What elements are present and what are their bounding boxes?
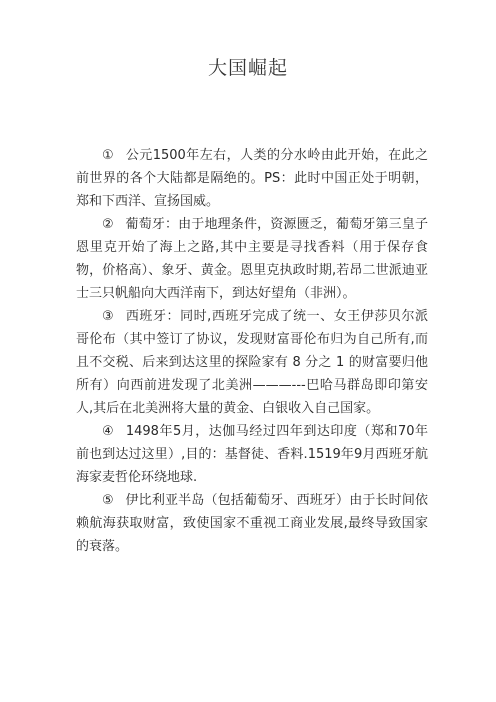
paragraph-text: 伊比利亚半岛（包括葡萄牙、西班牙）由于长时间依赖航海获取财富，致使国家不重视工商业发展,最终导致国家的衰落。 [76, 493, 428, 554]
paragraph-text: 公元1500年左右，人类的分水岭由此开始，在此之前世界的各个大陆都是隔绝的。PS：此时中国正处于明朝，郑和下西洋、宣扬国威。 [76, 148, 429, 209]
paragraph-3 [76, 305, 428, 420]
paragraph-number: ⑤ [102, 493, 114, 508]
paragraph-number: ① [102, 148, 115, 163]
paragraph-2 [76, 213, 428, 305]
paragraph-number: ② [102, 217, 114, 232]
paragraph-text: 西班牙：同时,西班牙完成了统一、女王伊莎贝尔派哥伦布（其中签订了协议，发现财富哥伦布归为自己所有,而且不交税、后来到达这里的探险家有 8 分之 1 的财富要归他所有）向西前进发现了北美洲———---巴哈马群岛即印第安人,其后在北美洲将大量的黄金、白银收入自己国家。 [76, 309, 428, 416]
paragraph-text: 1498年5月，达伽马经过四年到达印度（郑和70年前也到达过这里）,目的：基督徒、香料.1519年9月西班牙航海家麦哲伦环绕地球. [76, 424, 428, 485]
paragraph-text: 葡萄牙：由于地理条件，资源匮乏，葡萄牙第三皇子恩里克开始了海上之路,其中主要是寻找香料（用于保存食物，价格高）、象牙、黄金。恩里克执政时期,若昂二世派迪亚士三只帆船向大西洋南下，到达好望角（非洲）。 [76, 217, 428, 301]
paragraph-5 [76, 489, 428, 558]
document-title: 大国崛起 [207, 57, 288, 79]
paragraph-number: ③ [102, 309, 115, 324]
document-body [76, 144, 428, 558]
paragraph-1 [76, 144, 428, 213]
paragraph-number: ④ [102, 424, 115, 439]
paragraph-4 [76, 420, 428, 489]
